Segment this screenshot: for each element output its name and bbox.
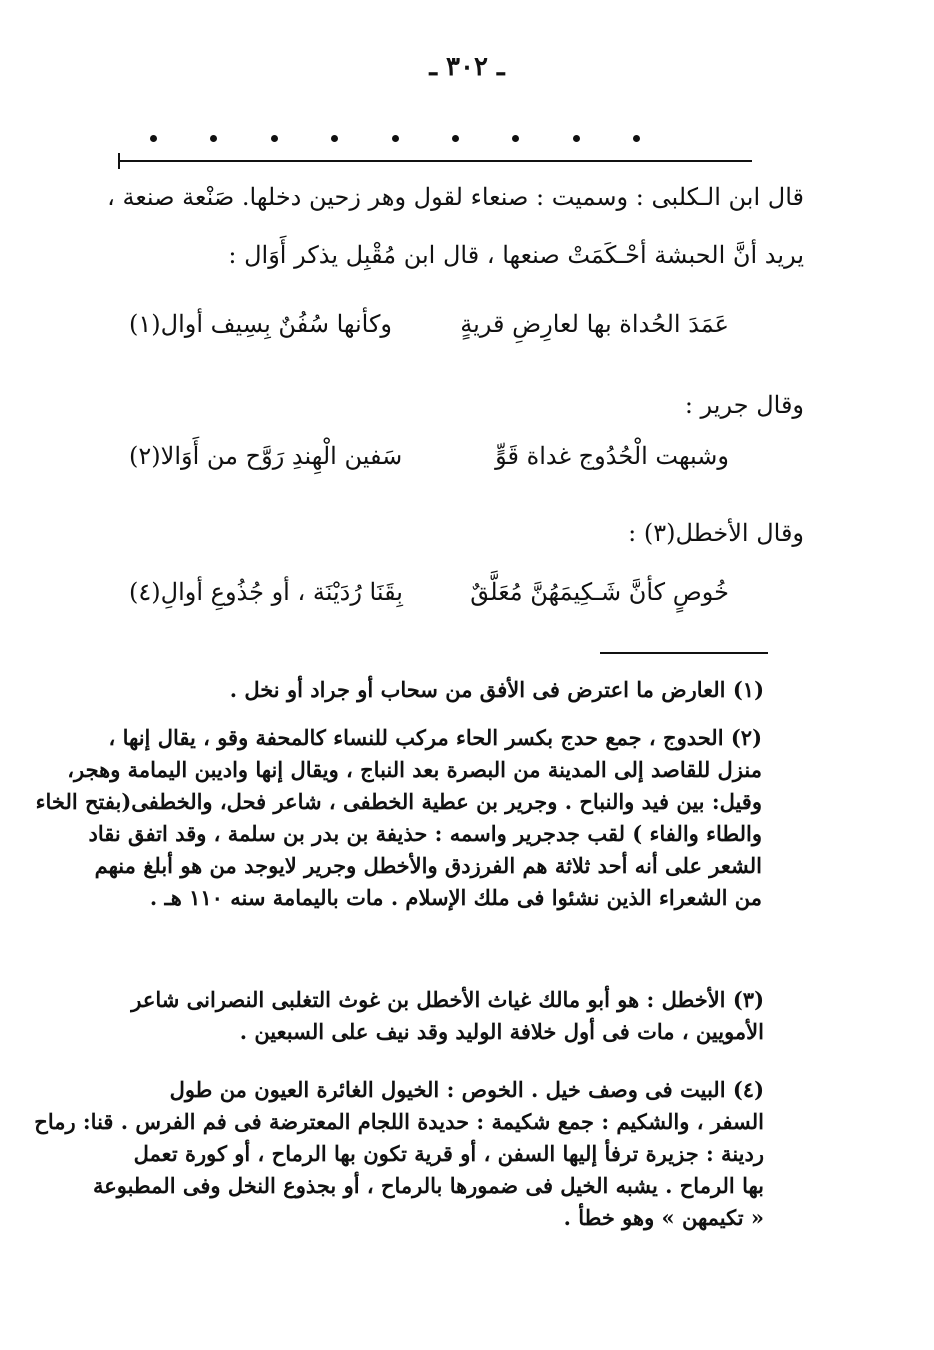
verse-2 <box>129 442 729 482</box>
ornament-dot <box>512 135 519 142</box>
footnote-3 <box>114 984 764 1048</box>
footnote-line: ردينة : جزيرة ترفأ إليها السفن ، أو قرية تكون بها الرماح ، أو كورة تعمل <box>133 1140 764 1166</box>
verse-1 <box>129 310 729 350</box>
verse-1-second-hemistich: وكأنها سُفُنٌ بِسِيف أوال(١) <box>129 310 392 338</box>
footnote-4 <box>34 1074 764 1234</box>
header-rule <box>118 160 752 162</box>
footnote-rule <box>600 652 768 654</box>
verse-2-first-hemistich: وشبهت الْحُدُوج غداة قَوٍّ <box>495 442 729 470</box>
verse-3-second-hemistich: بِقَنَا رُدَيْنَة ، أو جُذُوعِ أوالِ(٤) <box>129 578 403 606</box>
footnote-line: منزل للقاصد إلى المدينة من البصرة بعد النباج ، ويقال إنها واديبن اليمامة وهجر، <box>67 756 762 782</box>
footnote-line: « تكيمهن » وهو خطأ . <box>563 1204 764 1230</box>
ornament-dot <box>271 135 278 142</box>
page-number: ـ ٣٠٢ ـ <box>429 52 505 82</box>
ornament-dots <box>150 128 640 148</box>
ornament-dot <box>392 135 399 142</box>
ornament-dot <box>210 135 217 142</box>
verse-3 <box>129 578 729 618</box>
main-text-line-2: يريد أنَّ الحبشة أحْـكَمَتْ صنعها ، قال ابن مُقْبِل يذكر أَوَال : <box>228 241 804 269</box>
intro-akhtal: وقال الأخطل(٣) : <box>628 519 804 547</box>
intro-jarir: وقال جرير : <box>684 391 804 419</box>
header-rule-tick <box>118 153 120 169</box>
footnote-line: (١) العارض ما اعترض فى الأفق من سحاب أو جراد أو نخل . <box>229 677 764 702</box>
footnote-line: السفر ، والشكيم : جمع شكيمة : حديدة اللجام المعترضة فى فم الفرس . قنا: رماح <box>34 1108 764 1134</box>
footnote-line: من الشعراء الذين نشئوا فى ملك الإسلام . مات باليمامة سنه ١١٠ هـ . <box>149 884 762 910</box>
verse-1-first-hemistich: عَمَدَ الحُداة بها لعارِضِ قريةٍ <box>460 310 729 338</box>
footnote-line: (٤) البيت فى وصف خيل . الخوص : الخيول الغائرة العيون من طول <box>169 1077 764 1102</box>
main-text-line-1: قال ابن الـكلبى : وسميت : صنعاء لقول وهر زحين دخلها. صَنْعة صنعة ، <box>107 183 804 211</box>
footnote-2 <box>35 722 762 913</box>
footnote-line: الشعر على أنه أحد ثلاثة هم الفرزدق والأخطل وجرير لايوجد من هو أبلغ منهم <box>94 852 762 878</box>
verse-2-second-hemistich: سَفين الْهِندِ رَوَّح من أَوَالا(٢) <box>129 442 403 470</box>
ornament-dot <box>150 135 157 142</box>
footnote-line: وقيل: بين فيد والنباح . وجرير بن عطية الخطفى ، شاعر فحل، والخطفى(بفتح الخاء <box>35 788 762 814</box>
footnote-line: الأمويين ، مات فى أول خلافة الوليد وقد نيف على السبعين . <box>239 1018 764 1044</box>
footnote-line: (٣) الأخطل : هو أبو مالك غياث الأخطل بن غوث التغلبى النصرانى شاعر <box>131 987 764 1012</box>
ornament-dot <box>633 135 640 142</box>
ornament-dot <box>331 135 338 142</box>
ornament-dot <box>573 135 580 142</box>
footnote-1 <box>114 674 764 706</box>
ornament-dot <box>452 135 459 142</box>
footnote-line: والطاء والفاء ) لقب جدجرير واسمه : حذيفة بن بدر بن سلمة ، وقد اتفق نقاد <box>88 820 762 846</box>
footnote-line: (٢) الحدوج ، جمع حدج بكسر الحاء مركب للنساء كالمحفة وقو ، يقال إنها ، <box>108 725 762 750</box>
footnote-line: بها الرماح . يشبه الخيل فى ضمورها بالرماح ، أو بجذوع النخل وفى المطبوعة <box>92 1172 764 1198</box>
verse-3-first-hemistich: خُوصٍ كأنَّ شَـكِيمَهُنَّ مُعَلَّقٌ <box>470 578 729 606</box>
